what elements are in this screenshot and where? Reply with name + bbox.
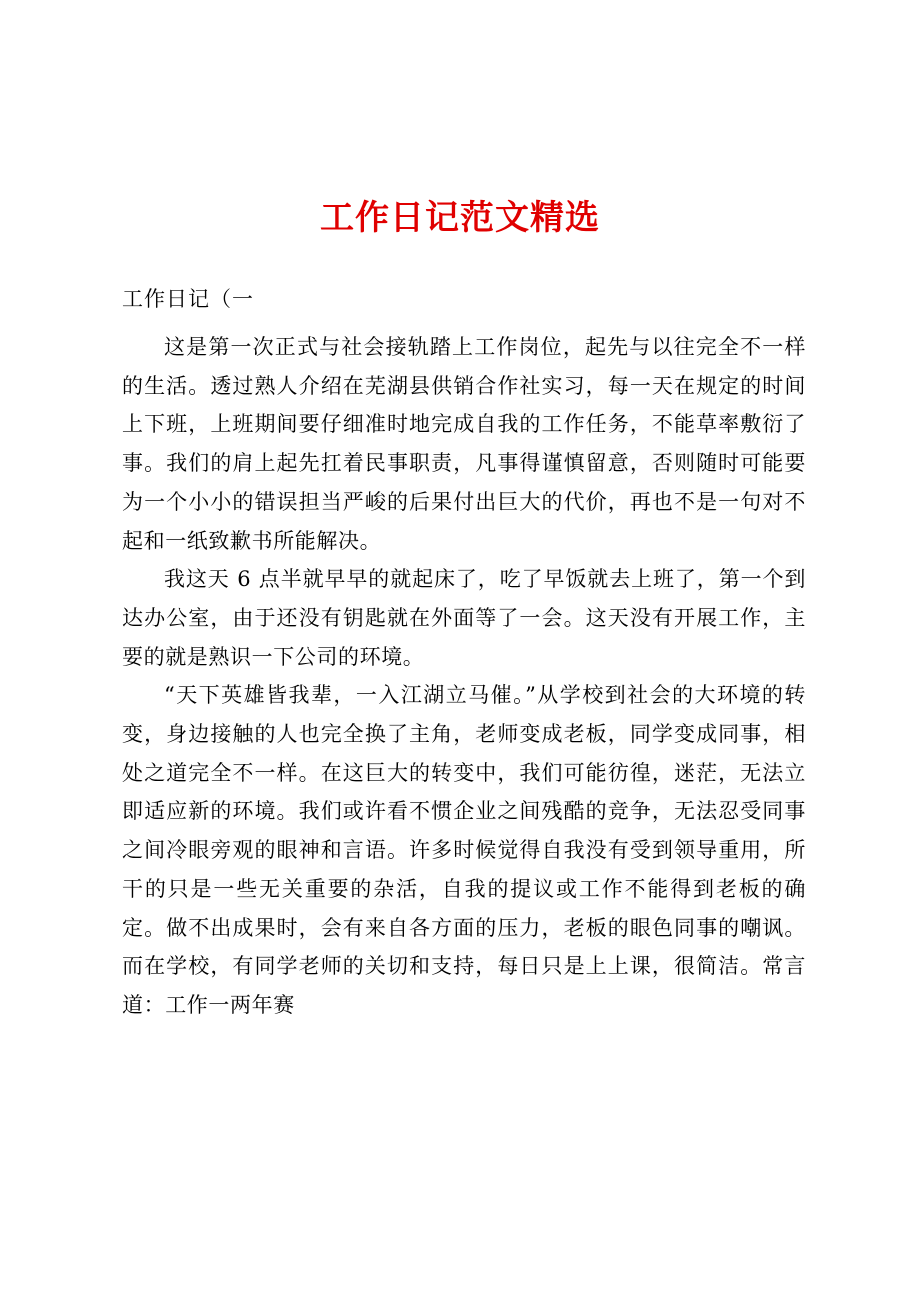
section-heading: 工作日记（一: [122, 287, 254, 311]
paragraph-2: 我这天 6 点半就早早的就起床了，吃了早饭就去上班了，第一个到达办公室，由于还没有钥匙就在外面等了一会。这天没有开展工作，主要的就是熟识一下公司的环境。: [122, 567, 806, 669]
document-title: 工作日记范文精选: [320, 198, 600, 238]
document-body: [122, 328, 806, 1025]
paragraph-1: 这是第一次正式与社会接轨踏上工作岗位，起先与以往完全不一样的生活。透过熟人介绍在芜湖县供销合作社实习，每一天在规定的时间上下班，上班期间要仔细准时地完成自我的工作任务，不能草率敷衍了事。我们的肩上起先扛着民事职责，凡事得谨慎留意，否则随时可能要为一个小小的错误担当严峻的后果付出巨大的代价，再也不是一句对不起和一纸致歉书所能解决。: [122, 335, 806, 553]
paragraph-3: “天下英雄皆我辈，一入江湖立马催。”从学校到社会的大环境的转变，身边接触的人也完全换了主角，老师变成老板，同学变成同事，相处之道完全不一样。在这巨大的转变中，我们可能彷徨，迷茫，无法立即适应新的环境。我们或许看不惯企业之间残酷的竞争，无法忍受同事之间冷眼旁观的眼神和言语。许多时候觉得自我没有受到领导重用，所干的只是一些无关重要的杂活，自我的提议或工作不能得到老板的确定。做不出成果时，会有来自各方面的压力，老板的眼色同事的嘲讽。而在学校，有同学老师的关切和支持，每日只是上上课，很简洁。常言道：工作一两年赛: [122, 683, 806, 1017]
